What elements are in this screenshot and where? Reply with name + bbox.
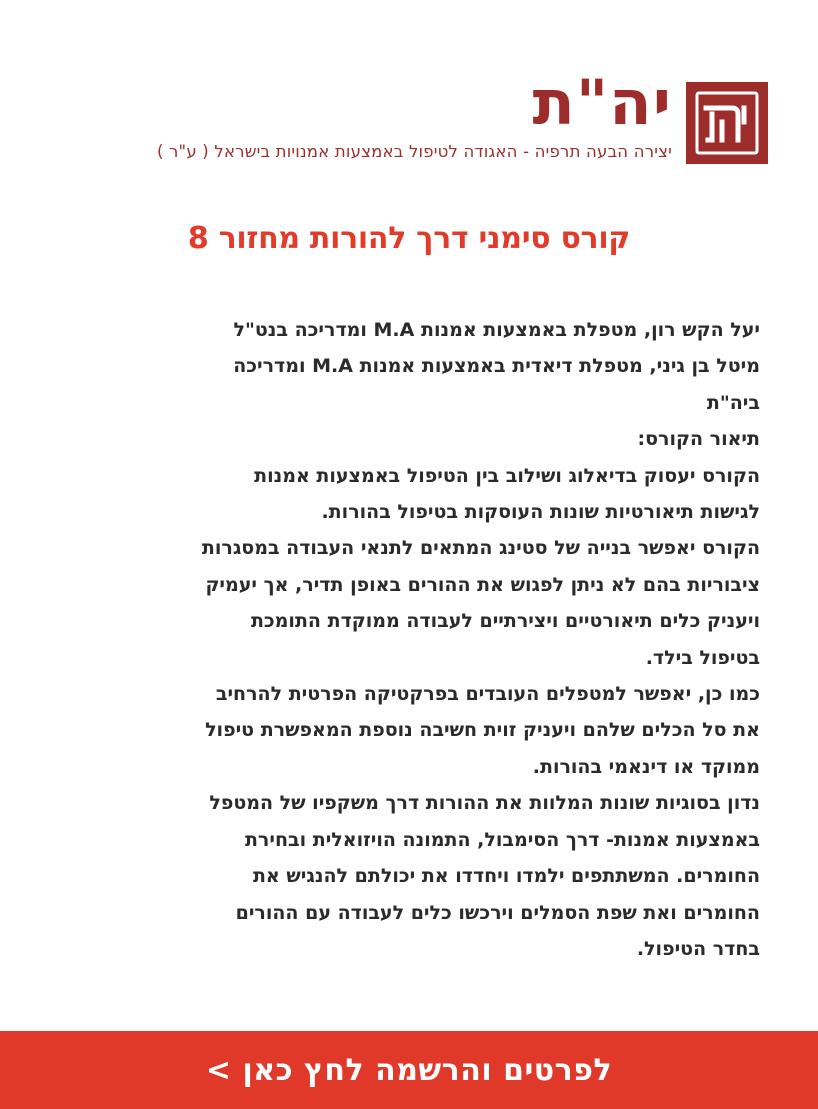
body-line: תיאור הקורס: <box>637 428 760 451</box>
body-line: הקורס יאפשר בנייה של סטינג המתאים לתנאי העבודה במסגרות <box>201 537 760 560</box>
body-line: לגישות תיאורטיות שונות העוסקות בטיפול בהורות. <box>321 501 760 524</box>
body-line: החומרים ואת שפת הסמלים וירכשו כלים לעבודה עם ההורים <box>235 901 760 924</box>
body-line: מיטל בן גיני, מטפלת דיאדית באמצעות אמנות M.A ומדריכה <box>233 355 760 378</box>
body-line: יעל הקש רון, מטפלת באמצעות אמנות M.A ומדריכה בנט"ל <box>233 319 760 341</box>
body-line: בטיפול בילד. <box>645 646 760 669</box>
body-line: ממוקד או דינאמי בהורות. <box>532 755 760 778</box>
body-line: את סל הכלים שלהם ויעניק זוית חשיבה נוספת המאפשרת טיפול <box>205 719 760 742</box>
yahat-logo-icon <box>686 82 768 164</box>
body-line: הקורס יעסוק בדיאלוג ושילוב בין הטיפול באמצעות אמנות <box>254 464 760 487</box>
body-line: באמצעות אמנות- דרך הסימבול, התמונה הויזואלית ובחירת <box>244 828 760 851</box>
body-line: ויעניק כלים תיאורטיים ויצירתיים לעבודה ממוקדת התומכת <box>250 610 760 633</box>
body-line: נדון בסוגיות שונות המלוות את ההורות דרך משקפיו של המטפל <box>209 792 760 815</box>
logo-glyph <box>686 82 768 164</box>
register-cta-button[interactable] <box>0 1031 818 1109</box>
body-line: ציבוריות בהם לא ניתן לפגוש את ההורים באופן תדיר, אך יעמיק <box>205 573 760 596</box>
register-cta-label: לפרטים והרשמה לחץ כאן > <box>205 1052 613 1088</box>
body-line: החומרים. המשתתפים ילמדו ויחדדו את יכולתם להנגיש את <box>252 865 760 888</box>
tagline: יצירה הבעה תרפיה - האגודה לטיפול באמצעות אמנויות בישראל ( ע"ר ) <box>156 142 672 161</box>
body-line: כמו כן, יאפשר למטפלים העובדים בפרקטיקה הפרטית להרחיב <box>215 683 760 706</box>
page-title: קורס סימני דרך להורות מחזור 8 <box>187 221 631 256</box>
body-line: ביה"ת <box>706 391 760 414</box>
body-line: בחדר הטיפול. <box>636 937 760 960</box>
brand-name: יה"ת <box>532 66 672 139</box>
course-description <box>52 312 760 967</box>
header <box>38 66 768 168</box>
